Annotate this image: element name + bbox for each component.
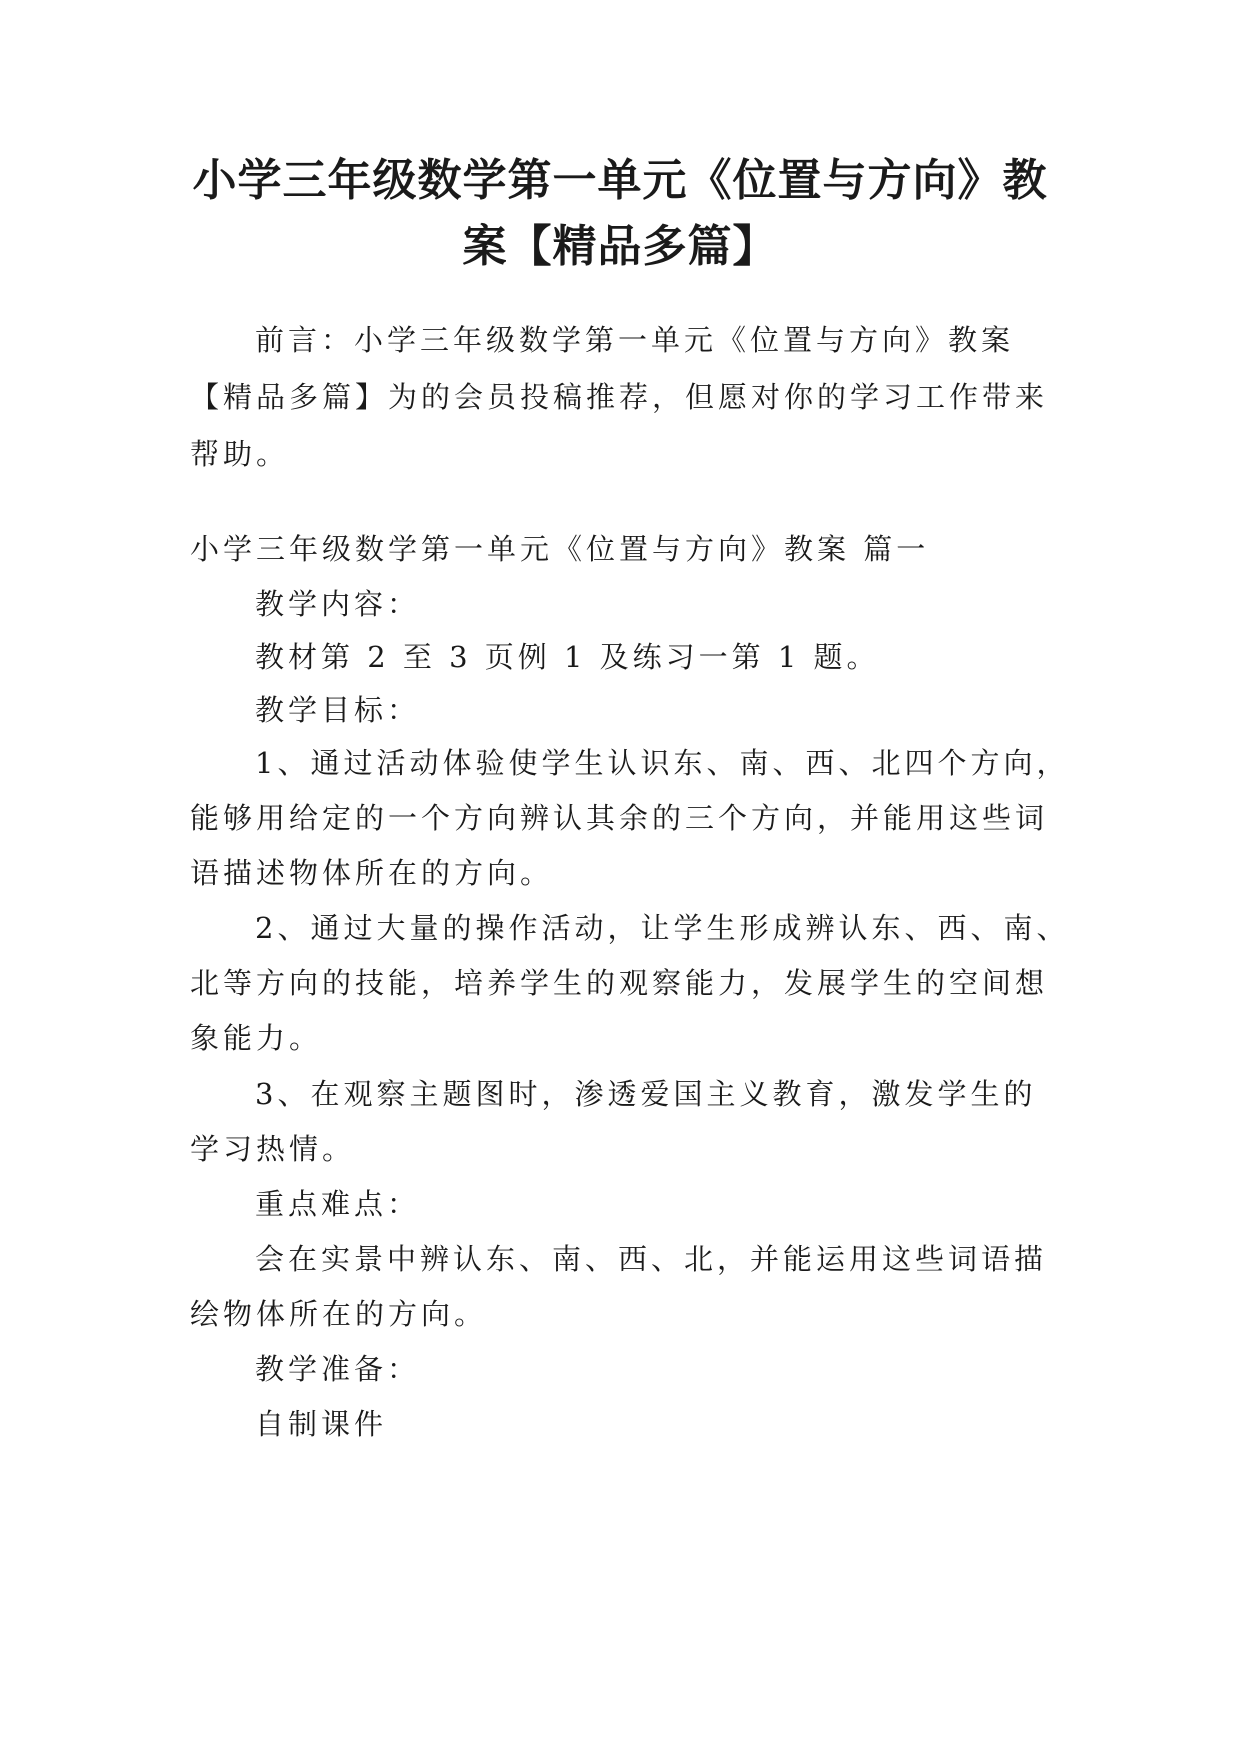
goal-1-line-2: 能够用给定的一个方向辨认其余的三个方向，并能用这些词 xyxy=(190,801,1049,835)
preparation-text: 自制课件 xyxy=(255,1407,388,1441)
goal-3-line-2: 学习热情。 xyxy=(190,1132,356,1166)
goal-1-line-3: 语描述物体所在的方向。 xyxy=(190,856,554,890)
content-text: 教材第 2 至 3 页例 1 及练习一第 1 题。 xyxy=(255,640,880,674)
preparation-label: 教学准备： xyxy=(255,1352,421,1386)
key-points-label: 重点难点： xyxy=(255,1187,421,1221)
goal-3-line-1: 3、在观察主题图时，渗透爱国主义教育，激发学生的 xyxy=(255,1077,1037,1111)
goals-label: 教学目标： xyxy=(255,693,421,727)
section-heading: 小学三年级数学第一单元《位置与方向》教案 篇一 xyxy=(190,532,930,566)
preface-line-1: 前言：小学三年级数学第一单元《位置与方向》教案 xyxy=(255,323,1015,357)
goal-2-line-1: 2、通过大量的操作活动，让学生形成辨认东、西、南、 xyxy=(255,911,1070,945)
content-label: 教学内容： xyxy=(255,587,421,621)
key-points-line-2: 绘物体所在的方向。 xyxy=(190,1297,488,1331)
preface-line-2: 【精品多篇】为的会员投稿推荐，但愿对你的学习工作带来 xyxy=(190,380,1049,414)
document-title xyxy=(185,148,1055,280)
goal-2-line-3: 象能力。 xyxy=(190,1021,323,1055)
key-points-line-1: 会在实景中辨认东、南、西、北，并能运用这些词语描 xyxy=(255,1242,1048,1276)
preface-line-3: 帮助。 xyxy=(190,437,290,471)
title-line-2: 案【精品多篇】 xyxy=(462,221,778,272)
title-line-1: 小学三年级数学第一单元《位置与方向》教 xyxy=(192,155,1048,206)
goal-1-line-1: 1、通过活动体验使学生认识东、南、西、北四个方向， xyxy=(255,746,1070,780)
goal-2-line-2: 北等方向的技能，培养学生的观察能力，发展学生的空间想 xyxy=(190,966,1049,1000)
